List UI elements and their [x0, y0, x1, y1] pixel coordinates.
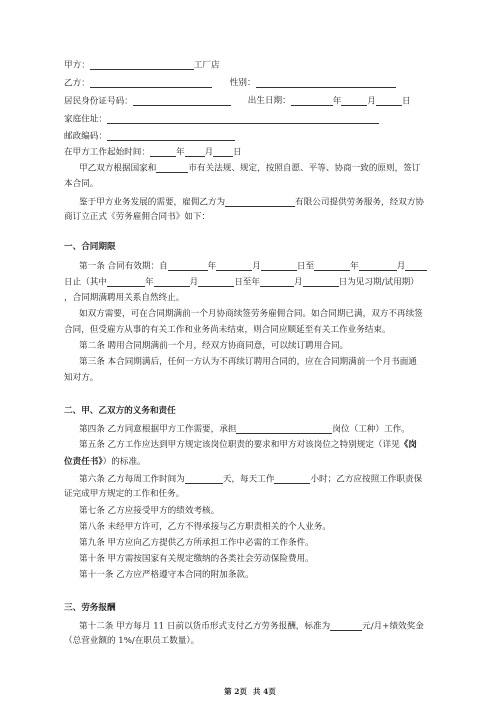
article9: 第九条 甲方应向乙方提供乙方所承担工作中必需的工作条件。	[79, 538, 314, 548]
start-day-blank[interactable]	[213, 147, 233, 157]
start-month-blank[interactable]	[185, 147, 205, 157]
article6-text-b: 天，每天工作	[222, 474, 275, 485]
salary-blank[interactable]	[330, 621, 362, 631]
article5-text-b: 《岗	[399, 440, 417, 450]
start-date-row	[64, 147, 242, 157]
trial-month2: 月	[294, 277, 303, 288]
start-year-blank[interactable]	[150, 147, 176, 157]
article1-month2: 月	[396, 261, 406, 272]
article1-line3: ，合同期满聘用关系自然终止。	[64, 293, 185, 303]
intro-p2-line1	[79, 197, 424, 207]
article5-doc-name: 位责任书》	[64, 457, 103, 467]
postcode-label: 邮政编码：	[64, 131, 107, 142]
article1-text-a: 第一条 合同有效期：自	[79, 261, 168, 272]
trial-end: 日为见习期/试用期）	[338, 277, 419, 288]
article8: 第八条 未经甲方许可，乙方不得承接与乙方职责相关的个人业务。	[79, 522, 331, 532]
article1-year: 年	[207, 261, 217, 272]
article5-line1	[79, 441, 417, 450]
party-a-suffix: 工厂店	[193, 60, 220, 71]
trial-month: 月	[189, 277, 199, 288]
post-blank[interactable]	[236, 424, 332, 434]
gender-label: 性别：	[229, 78, 256, 89]
article12-line2: （总营业额的 1%/在职员工数量）。	[64, 636, 200, 646]
page-footer	[0, 688, 500, 696]
days-blank[interactable]	[185, 474, 223, 484]
intro-p2-line2	[64, 213, 210, 222]
intro-p2-text-a: 鉴于甲方业务发展的需要，雇佣乙方为	[79, 197, 226, 208]
address-blank[interactable]	[107, 114, 379, 124]
id-label: 居民身份证号码：	[64, 96, 133, 107]
company-blank[interactable]	[225, 197, 295, 207]
article11: 第十一条 乙方应严格遵守本合同的附加条款。	[79, 570, 254, 580]
article1-tail-blank[interactable]	[405, 261, 427, 271]
article1-day-blank[interactable]	[261, 261, 297, 271]
article6-line1	[79, 474, 422, 484]
article1-day-to: 日至	[296, 261, 315, 272]
trial-month-blank[interactable]	[154, 277, 190, 287]
intro-p1-text-b: 市有关法规、规定，按照自愿、平等、协商一致的原则，签订	[188, 163, 421, 174]
id-blank[interactable]	[133, 96, 231, 106]
birth-month-blank[interactable]	[341, 96, 367, 106]
article1-line1	[79, 261, 427, 271]
start-date-label: 在甲方工作起始时间：	[64, 147, 150, 158]
article1-month2-blank[interactable]	[359, 261, 397, 271]
hours-blank[interactable]	[274, 474, 310, 484]
article7: 第七条 乙方应接受甲方的绩效考核。	[79, 506, 220, 516]
section2-heading: 二、甲、乙双方的义务和责任	[64, 406, 176, 416]
article6-line2: 证完成甲方规定的工作和任务。	[64, 489, 185, 499]
postcode-row	[64, 131, 235, 141]
birth-label: 出生日期：	[247, 96, 291, 107]
postcode-blank[interactable]	[107, 131, 235, 141]
article3-line1: 第三条 本合同期满后，任何一方认为不再续订聘用合同的，应在合同期满前一个月书面通	[79, 357, 417, 367]
birth-day-label: 日	[401, 96, 411, 107]
article5-line2	[64, 458, 146, 467]
article4-text-a: 第四条 乙方同意根据甲方工作需要，承担	[79, 424, 237, 435]
article6-text-a: 第六条 乙方每周工作时间为	[79, 474, 185, 485]
article12-text-b: 元/月+绩效奖金	[362, 621, 424, 632]
birth-day-blank[interactable]	[376, 96, 402, 106]
party-b-label: 乙方：	[64, 78, 90, 89]
birth-year-blank[interactable]	[291, 96, 333, 106]
article4	[79, 424, 410, 434]
section3-heading: 三、劳务报酬	[64, 603, 116, 613]
article1-month: 月	[252, 261, 261, 272]
trial-day2-blank[interactable]	[303, 277, 339, 287]
article6-text-c: 小时；乙方应按照工作职责保	[310, 474, 423, 485]
trial-year-blank[interactable]	[107, 277, 145, 287]
party-a-blank[interactable]	[90, 60, 194, 70]
intro-p1-text-a: 甲乙双方根据国家和	[79, 163, 157, 174]
page-number: 第 2页	[224, 687, 247, 696]
trial-month2-blank[interactable]	[260, 277, 294, 287]
article1-year-blank[interactable]	[168, 261, 208, 271]
birth-month-label: 月	[367, 96, 376, 107]
article1-year2: 年	[350, 261, 359, 272]
article1-year2-blank[interactable]	[314, 261, 350, 271]
gender-blank[interactable]	[256, 78, 396, 88]
article10: 第十条 甲方需按国家有关规定缴纳的各类社会劳动保险费用。	[79, 554, 314, 564]
article3-line2: 知对方。	[64, 373, 99, 383]
intro-p2-text-c: 商订立正式《劳务雇佣合同书》如下：	[64, 212, 211, 222]
id-row	[64, 96, 411, 106]
party-a-label: 甲方：	[64, 60, 90, 71]
trial-day-blank[interactable]	[198, 277, 234, 287]
start-month-label: 月	[204, 147, 214, 158]
article5-text-c: ）的标准。	[102, 457, 146, 467]
address-row	[64, 114, 379, 124]
article1-l2-a: 日止（其中	[64, 277, 107, 288]
article4-text-b: 岗位（工种）工作。	[332, 424, 410, 435]
trial-day-to: 日至年	[234, 277, 260, 288]
article12-text-a: 第十二条 甲方每月 11 日前以货币形式支付乙方劳务报酬，标准为	[79, 621, 331, 632]
party-a-row	[64, 60, 220, 70]
page-total: 共 4页	[253, 687, 276, 696]
city-blank[interactable]	[156, 163, 188, 173]
renewal-p-line2: 合同，但受雇方从事的有关工作和业务尚未结束，则合同应顺延至有关工作业务结束。	[64, 325, 391, 335]
article5-text-a: 第五条 乙方工作应达到甲方规定该岗位职责的要求和甲方对该岗位之特别规定（详见	[79, 440, 400, 450]
start-day-label: 日	[233, 147, 242, 158]
section1-heading: 一、合同期限	[64, 242, 116, 252]
article12-line1	[79, 621, 424, 631]
party-b-blank[interactable]	[90, 78, 212, 88]
birth-year-label: 年	[332, 96, 342, 107]
trial-year: 年	[144, 277, 154, 288]
intro-p2-text-b: 有限公司提供劳务服务，经双方协	[295, 197, 425, 208]
article2: 第二条 聘用合同期满前一个月，经双方协商同意，可以续订聘用合同。	[79, 341, 349, 351]
start-year-label: 年	[175, 147, 185, 158]
article1-line2	[64, 277, 419, 287]
address-label: 家庭住址：	[64, 114, 107, 125]
renewal-p-line1: 如双方需要，可在合同期满前一个月协商续签劳务雇佣合同。如合同期已满，双方不再续签	[79, 309, 423, 319]
article1-month-blank[interactable]	[216, 261, 252, 271]
party-b-row	[64, 78, 396, 88]
intro-p1-line2: 本合同。	[64, 179, 99, 189]
intro-p1-line1	[79, 163, 420, 173]
